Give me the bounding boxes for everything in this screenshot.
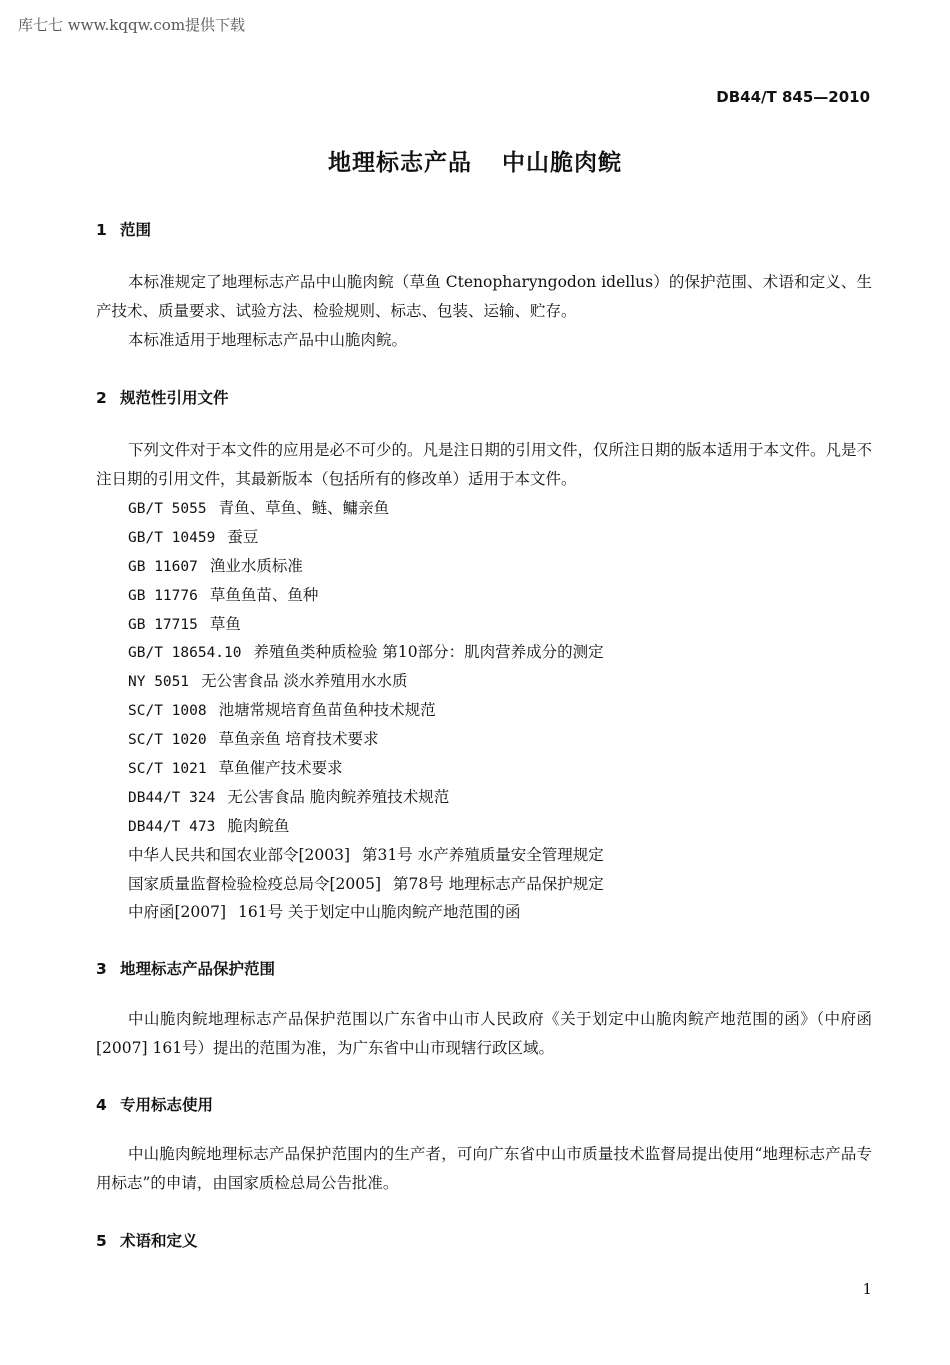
section-3-paragraph-1: 中山脆肉鲩地理标志产品保护范围以广东省中山市人民政府《关于划定中山脆肉鲩产地范围的函》（中府函[2007] 161号）提出的范围为准，为广东省中山市现辖行政区域。 [96, 1010, 872, 1057]
list-item [128, 696, 604, 725]
reference-code: GB/T 10459 [128, 529, 216, 546]
reference-name: 第78号 地理标志产品保护规定 [393, 874, 604, 893]
reference-code: NY 5051 [128, 674, 190, 691]
section-5-heading [96, 1229, 198, 1251]
reference-name: 蚕豆 [227, 527, 259, 546]
list-item [128, 523, 604, 552]
page-title [0, 144, 950, 177]
reference-code: GB 11607 [128, 558, 198, 575]
reference-name: 渔业水质标准 [209, 556, 303, 575]
list-item [128, 552, 604, 581]
reference-name: 池塘常规培育鱼苗鱼种技术规范 [218, 701, 436, 720]
title-part-1: 地理标志产品 [328, 150, 472, 176]
list-item [128, 610, 604, 639]
watermark-text: 库七七 www.kqqw.com提供下载 [18, 16, 246, 34]
section-1-paragraph-1: 本标准规定了地理标志产品中山脆肉鲩（草鱼 Ctenopharyngodon idellus）的保护范围、术语和定义、生产技术、质量要求、试验方法、检验规则、标志、包装、运输、贮存。 [96, 273, 872, 320]
reference-code: 中华人民共和国农业部令[2003] [128, 845, 351, 864]
standard-code: DB44/T 845—2010 [716, 88, 870, 106]
section-3-heading [96, 957, 275, 979]
section-2-paragraph-1: 下列文件对于本文件的应用是必不可少的。凡是注日期的引用文件，仅所注日期的版本适用于本文件。凡是不注日期的引用文件，其最新版本（包括所有的修改单）适用于本文件。 [96, 441, 873, 488]
list-item [128, 494, 604, 523]
section-number: 4 [96, 1096, 107, 1114]
list-item [128, 812, 604, 841]
reference-name: 草鱼亲鱼 培育技术要求 [218, 730, 379, 749]
reference-name: 青鱼、草鱼、鲢、鳙亲鱼 [218, 499, 390, 517]
section-1-paragraph-2: 本标准适用于地理标志产品中山脆肉鲩。 [128, 331, 408, 349]
section-4-paragraph-1: 中山脆肉鲩地理标志产品保护范围内的生产者，可向广东省中山市质量技术监督局提出使用“地理标志产品专用标志”的申请，由国家质检总局公告批准。 [96, 1145, 872, 1192]
section-title: 术语和定义 [120, 1232, 198, 1250]
reference-name: 无公害食品 淡水养殖用水水质 [201, 672, 408, 691]
section-title: 专用标志使用 [120, 1096, 214, 1114]
reference-name: 无公害食品 脆肉鲩养殖技术规范 [227, 787, 450, 806]
list-item [128, 898, 604, 927]
reference-name: 草鱼 [209, 614, 241, 633]
title-part-2: 中山脆肉鲩 [502, 150, 622, 176]
section-number: 1 [96, 221, 107, 239]
list-item [128, 667, 604, 696]
reference-code: DB44/T 324 [128, 789, 216, 806]
reference-code: SC/T 1020 [128, 732, 207, 749]
section-number: 5 [96, 1232, 107, 1250]
list-item [128, 581, 604, 610]
reference-code: GB/T 18654.10 [128, 645, 242, 662]
reference-name: 养殖鱼类种质检验 第10部分：肌肉营养成分的测定 [253, 643, 604, 662]
section-title: 地理标志产品保护范围 [120, 960, 276, 978]
reference-name: 161号 关于划定中山脆肉鲩产地范围的函 [238, 903, 521, 922]
reference-name: 草鱼催产技术要求 [218, 759, 343, 778]
section-4-heading [96, 1093, 213, 1115]
list-item [128, 754, 604, 783]
reference-code: SC/T 1008 [128, 703, 207, 720]
reference-name: 脆肉鲩鱼 [227, 816, 290, 835]
reference-code: GB/T 5055 [128, 501, 207, 517]
list-item [128, 841, 604, 870]
list-item [128, 783, 604, 812]
reference-name: 草鱼鱼苗、鱼种 [209, 585, 319, 604]
reference-code: 国家质量监督检验检疫总局令[2005] [128, 874, 382, 893]
section-title: 范围 [120, 221, 152, 239]
list-item [128, 725, 604, 754]
reference-name: 第31号 水产养殖质量安全管理规定 [362, 845, 604, 864]
reference-code: 中府函[2007] [128, 903, 227, 922]
reference-code: DB44/T 473 [128, 818, 216, 835]
section-number: 2 [96, 389, 107, 407]
section-number: 3 [96, 960, 107, 978]
list-item [128, 638, 604, 667]
reference-code: GB 11776 [128, 587, 198, 604]
list-item [128, 870, 604, 899]
reference-code: SC/T 1021 [128, 761, 207, 778]
page-number: 1 [862, 1280, 872, 1298]
section-2-heading [96, 386, 229, 408]
section-1-heading [96, 218, 151, 240]
reference-code: GB 17715 [128, 616, 198, 633]
reference-list [128, 494, 604, 927]
section-title: 规范性引用文件 [120, 389, 229, 407]
